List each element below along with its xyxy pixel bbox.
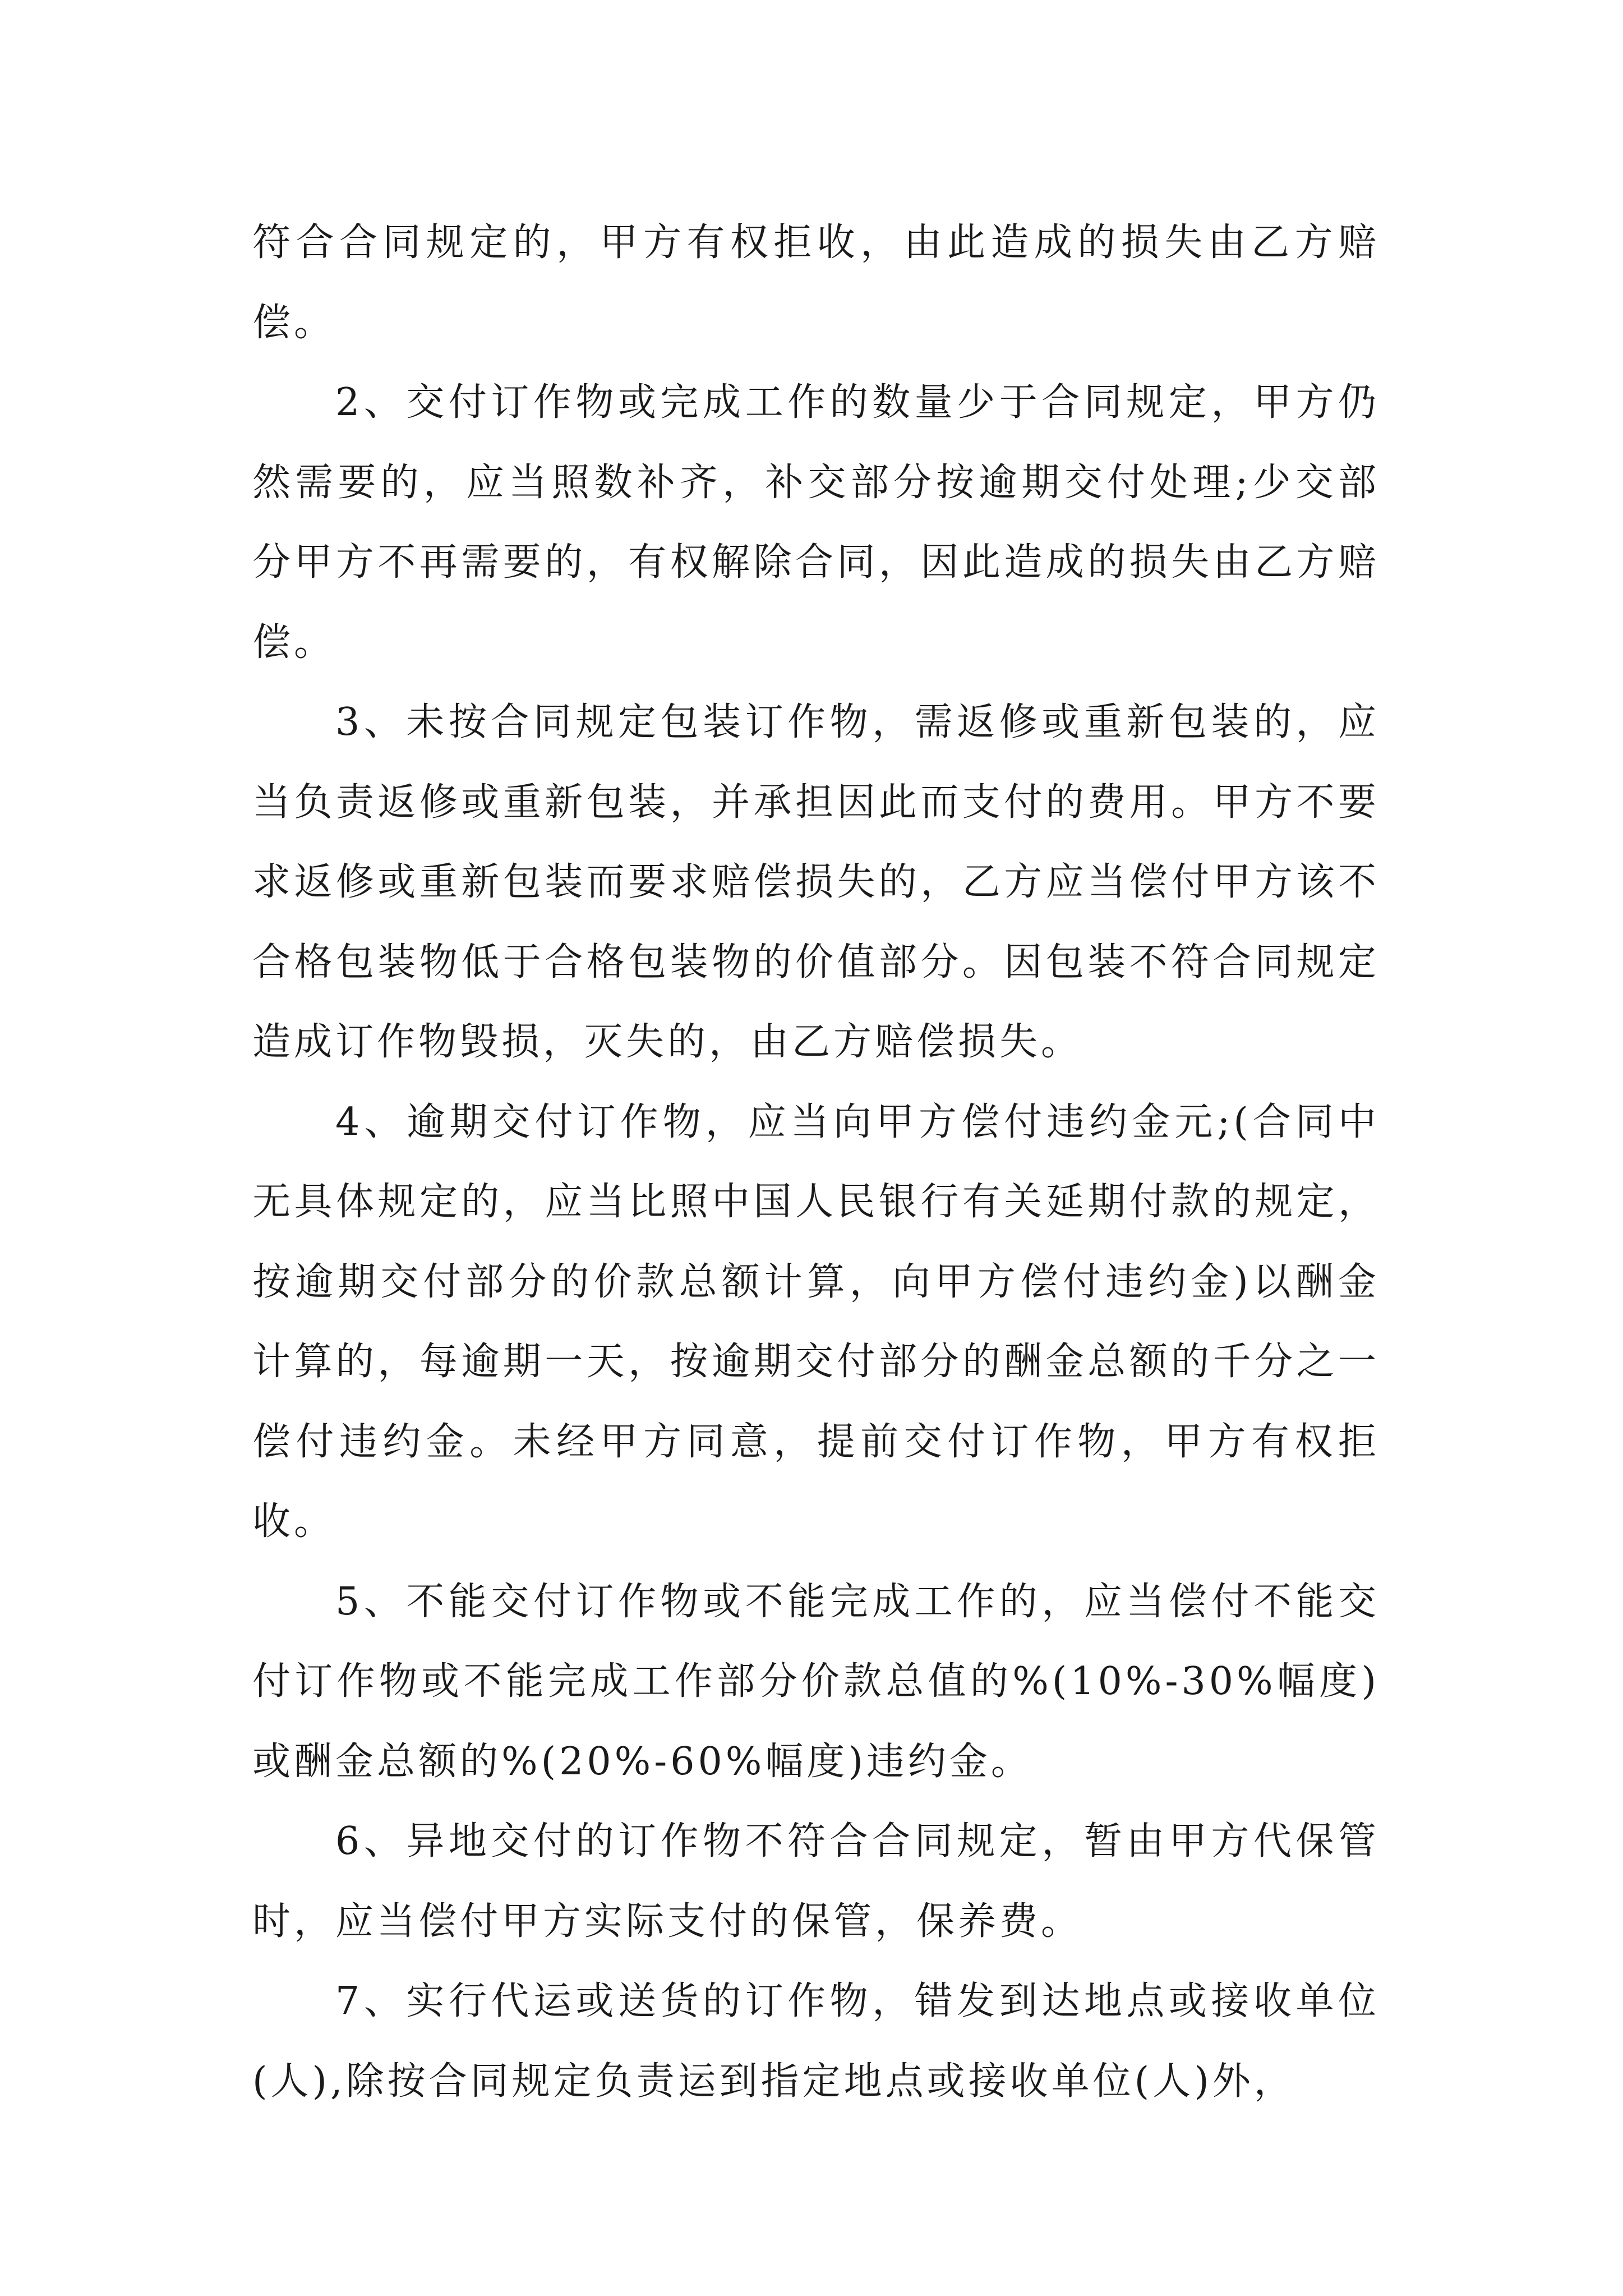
document-body xyxy=(252,203,1380,2122)
paragraph-clause-5: 5、不能交付订作物或不能完成工作的，应当偿付不能交付订作物或不能完成工作部分价款总值的%(10%-30%幅度)或酬金总额的%(20%-60%幅度)违约金。 xyxy=(252,1579,1380,1784)
paragraph-clause-4: 4、逾期交付订作物，应当向甲方偿付违约金元;(合同中无具体规定的，应当比照中国人民银行有关延期付款的规定，按逾期交付部分的价款总额计算，向甲方偿付违约金)以酬金计算的，每逾期一天，按逾期交付部分的酬金总额的千分之一偿付违约金。未经甲方同意，提前交付订作物，甲方有权拒收。 xyxy=(252,1099,1380,1544)
paragraph-clause-7: 7、实行代运或送货的订作物，错发到达地点或接收单位(人),除按合同规定负责运到指定地点或接收单位(人)外， xyxy=(252,1979,1380,2104)
paragraph-clause-3: 3、未按合同规定包装订作物，需返修或重新包装的，应当负责返修或重新包装，并承担因此而支付的费用。甲方不要求返修或重新包装而要求赔偿损失的，乙方应当偿付甲方该不合格包装物低于合格包装物的价值部分。因包装不符合同规定造成订作物毁损，灭失的，由乙方赔偿损失。 xyxy=(252,700,1380,1064)
paragraph-clause-2: 2、交付订作物或完成工作的数量少于合同规定，甲方仍然需要的，应当照数补齐，补交部分按逾期交付处理;少交部分甲方不再需要的，有权解除合同，因此造成的损失由乙方赔偿。 xyxy=(252,380,1380,665)
paragraph-clause-6: 6、异地交付的订作物不符合合同规定，暂由甲方代保管时，应当偿付甲方实际支付的保管，保养费。 xyxy=(252,1819,1380,1944)
paragraph-continuation: 符合合同规定的，甲方有权拒收，由此造成的损失由乙方赔偿。 xyxy=(252,220,1380,345)
